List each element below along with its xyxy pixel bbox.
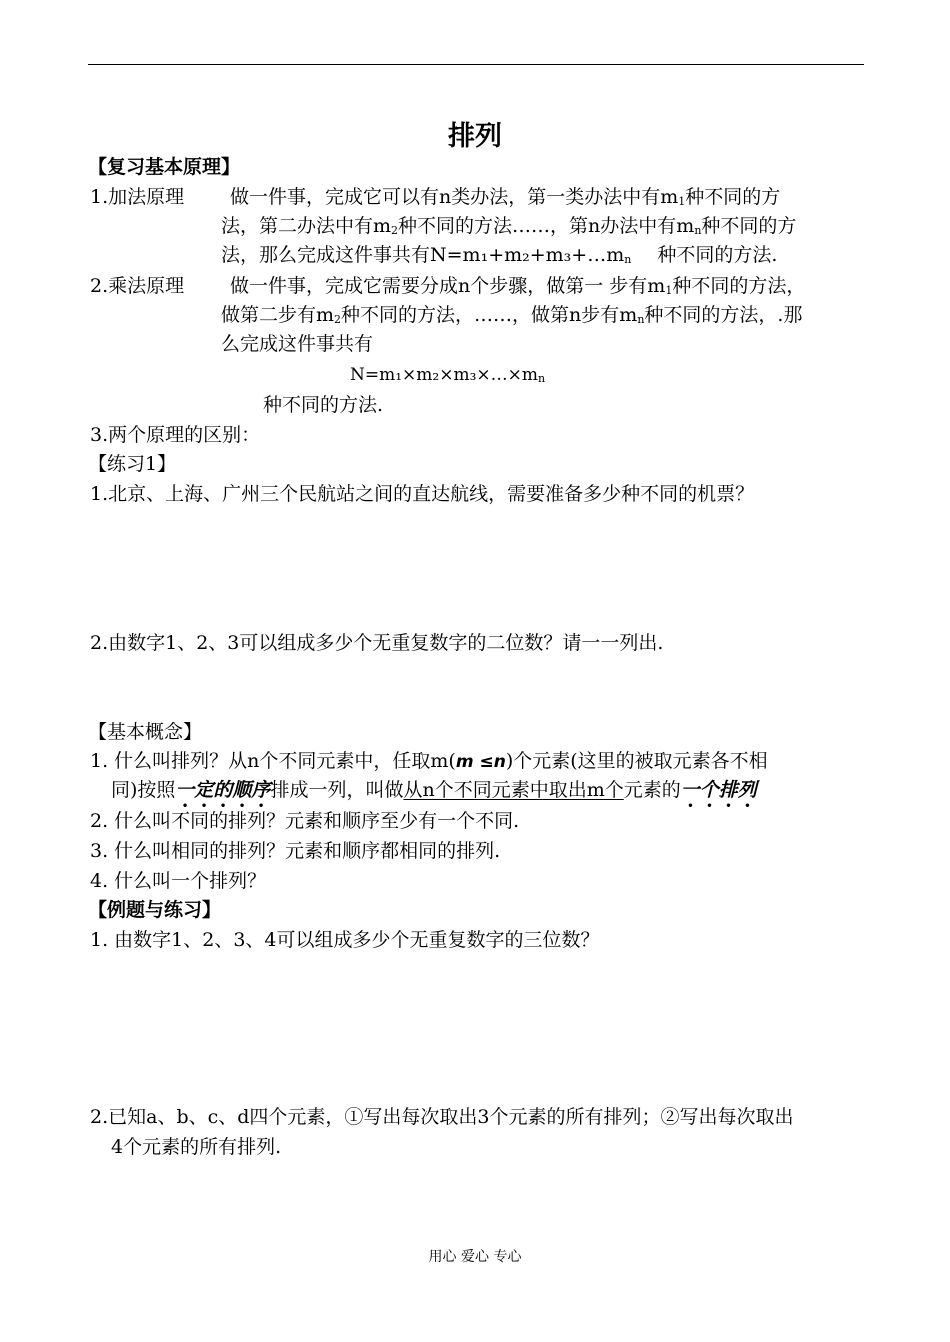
- practice1-question-2: 2.由数字1、2、3可以组成多少个无重复数字的二位数？请一一列出.: [90, 632, 664, 654]
- practice1-question-1: 1.北京、上海、广州三个民航站之间的直达航线，需要准备多少种不同的机票？: [90, 483, 755, 505]
- concept-1-line-1: 1. 什么叫排列？从n个不同元素中，任取m(m ≤n)个元素(这里的被取元素各不相: [90, 750, 768, 772]
- addition-principle-line-2: 法，第二办法中有$m_2$种不同的方法……，第n办法中有$m_n$种不同的方: [221, 215, 797, 237]
- multiplication-principle-line-5: 种不同的方法.: [263, 394, 384, 416]
- multiplication-principle-line-1: 做一件事，完成它需要分成n个步骤，做第一 步有$m_1$种不同的方法，: [230, 275, 806, 297]
- page-footer: 用心 爱心 专心: [428, 1249, 522, 1265]
- example-1: 1. 由数字1、2、3、4可以组成多少个无重复数字的三位数？: [90, 929, 600, 951]
- examples-heading: 【例题与练习】: [88, 899, 222, 921]
- multiplication-principle-line-2: 做第二步有$m_2$种不同的方法，……，做第n步有$m_n$种不同的方法，.那: [221, 304, 803, 326]
- example-2-line-1: 2.已知a、b、c、d四个元素，①写出每次取出3个元素的所有排列；②写出每次取出: [90, 1106, 794, 1128]
- example-2-line-2: 4个元素的所有排列.: [111, 1136, 282, 1158]
- concept-1-line-2: 同)按照一定的顺序排成一列，叫做从n个不同元素中取出m个元素的一个排列: [111, 779, 757, 801]
- concept-3: 3. 什么叫相同的排列？元素和顺序都相同的排列.: [90, 840, 501, 862]
- multiplication-formula: $N=m_1\times m_2\times m_3\times\dots\times m_n$: [350, 365, 546, 385]
- addition-principle-line-1: 做一件事，完成它可以有n类办法，第一类办法中有$m_1$种不同的方: [230, 186, 781, 208]
- page-title: 排列: [448, 121, 502, 152]
- addition-principle-line-3: 法，那么完成这件事共有$N=m_1+m_2+m_3+\dots m_n$ 种不同的方法.: [221, 244, 778, 266]
- multiplication-principle-label: 2.乘法原理: [90, 275, 185, 297]
- underlined-phrase: 从n个不同元素中取出m个: [403, 779, 624, 801]
- principle-difference: 3.两个原理的区别：: [90, 424, 261, 446]
- emphasis-order: 一定的顺序: [175, 779, 271, 801]
- concepts-heading: 【基本概念】: [88, 721, 203, 743]
- practice1-heading: 【练习1】: [88, 453, 177, 475]
- concept-2: 2. 什么叫不同的排列？元素和顺序至少有一个不同.: [90, 810, 520, 832]
- addition-principle-label: 1.加法原理: [90, 186, 185, 208]
- concept-4: 4. 什么叫一个排列？: [90, 870, 267, 892]
- header-rule: [88, 64, 864, 65]
- multiplication-principle-line-3: 么完成这件事共有: [221, 333, 374, 355]
- emphasis-permutation: 一个排列: [680, 779, 757, 801]
- math-m-le-n: m ≤n: [455, 752, 506, 772]
- review-heading: 【复习基本原理】: [88, 156, 241, 178]
- addition-formula: N=m₁+m₂+m₃+…m: [430, 244, 625, 266]
